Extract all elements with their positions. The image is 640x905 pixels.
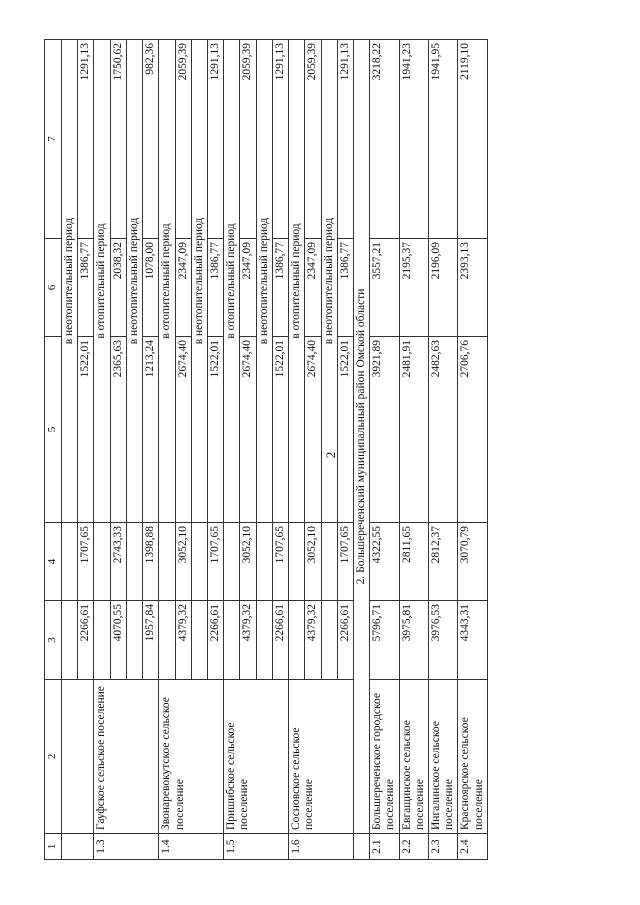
empty-cell: [159, 601, 175, 680]
value-cell: 1941,23: [399, 40, 428, 239]
value-cell: 5796,71: [370, 601, 399, 680]
value-cell: 3052,10: [240, 523, 256, 601]
value-cell: 4379,32: [305, 601, 321, 680]
value-cell: 2266,61: [337, 601, 353, 680]
value-cell: 3976,53: [429, 601, 458, 680]
value-cell: 2059,39: [240, 40, 256, 239]
column-number: 5: [45, 337, 62, 523]
value-cell: 1522,01: [78, 337, 94, 523]
value-cell: 3921,89: [370, 337, 399, 523]
value-cell: 2812,37: [429, 523, 458, 601]
value-cell: 1707,65: [272, 523, 288, 601]
value-cell: 1957,84: [143, 601, 159, 680]
empty-cell: [159, 523, 175, 601]
value-cell: 1386,77: [207, 239, 223, 337]
settlement-name: Сосновское сельское поселение: [289, 680, 354, 834]
column-number: 4: [45, 523, 62, 601]
value-cell: 1522,01: [207, 337, 223, 523]
table-row: [399, 40, 428, 860]
empty-cell: [289, 601, 305, 680]
value-cell: 2481,91: [399, 337, 428, 523]
table-row: [458, 40, 487, 860]
value-cell: 1707,65: [78, 523, 94, 601]
value-cell: 1078,00: [143, 239, 159, 337]
value-cell: 2347,09: [240, 239, 256, 337]
value-cell: 1291,13: [78, 40, 94, 239]
period-label: в неотопительный период: [191, 40, 207, 523]
value-cell: 2743,33: [110, 523, 126, 601]
value-cell: 3218,22: [370, 40, 399, 239]
column-number: 1: [45, 834, 62, 860]
value-cell: 982,36: [143, 40, 159, 239]
column-header-row: [45, 40, 62, 860]
value-cell: 2195,37: [399, 239, 428, 337]
row-number: 2.1: [370, 834, 399, 860]
settlement-name: Пришибское сельское поселение: [224, 680, 289, 834]
page-number: 2: [323, 451, 338, 459]
value-cell: 1522,01: [337, 337, 353, 523]
empty-cell: [191, 601, 207, 680]
empty-cell: [224, 523, 240, 601]
row-number: 1.4: [159, 834, 224, 860]
empty-cell: [321, 523, 337, 601]
value-cell: 2393,13: [458, 239, 487, 337]
period-label-row: [62, 40, 78, 860]
value-cell: 2347,09: [305, 239, 321, 337]
value-cell: 2038,32: [110, 239, 126, 337]
empty-cell: [62, 523, 78, 601]
value-cell: 1522,01: [272, 337, 288, 523]
value-cell: 3052,10: [305, 523, 321, 601]
empty-cell: [126, 523, 142, 601]
value-cell: 2059,39: [305, 40, 321, 239]
period-label: в неотопительный период: [126, 40, 142, 523]
row-number: 2.2: [399, 834, 428, 860]
column-number: 7: [45, 40, 62, 239]
row-number: 1.6: [289, 834, 354, 860]
column-number: 2: [45, 680, 62, 834]
value-cell: 2674,40: [240, 337, 256, 523]
empty-cell: [289, 523, 305, 601]
value-cell: 2674,40: [305, 337, 321, 523]
empty-cell: [353, 834, 369, 860]
value-cell: 1707,65: [337, 523, 353, 601]
value-cell: 2347,09: [175, 239, 191, 337]
value-cell: 2266,61: [78, 601, 94, 680]
value-cell: 4322,55: [370, 523, 399, 601]
value-cell: 1386,77: [78, 239, 94, 337]
value-cell: 3070,79: [458, 523, 487, 601]
value-cell: 2811,65: [399, 523, 428, 601]
value-cell: 1291,13: [337, 40, 353, 239]
value-cell: 2706,76: [458, 337, 487, 523]
region-header-row: [353, 40, 369, 860]
settlement-name: Звонаревокутское сельское поселение: [159, 680, 224, 834]
value-cell: 2266,61: [272, 601, 288, 680]
empty-cell: [321, 601, 337, 680]
value-cell: 1291,13: [272, 40, 288, 239]
period-label-row: [224, 40, 240, 860]
period-label: в отопительный период: [94, 40, 110, 523]
row-number: 1.5: [224, 834, 289, 860]
column-number: 6: [45, 239, 62, 337]
value-cell: 2059,39: [175, 40, 191, 239]
empty-cell: [94, 601, 110, 680]
value-cell: 3557,21: [370, 239, 399, 337]
settlement-name: Красноярское сельское поселение: [458, 680, 487, 834]
empty-cell: [94, 523, 110, 601]
settlement-name: Евгащинское сельское поселение: [399, 680, 428, 834]
period-label-row: [159, 40, 175, 860]
period-label: в отопительный период: [224, 40, 240, 523]
value-cell: 1750,62: [110, 40, 126, 239]
tariff-table: [44, 39, 488, 860]
value-cell: 1213,24: [143, 337, 159, 523]
rotated-table-container: [44, 40, 485, 860]
row-number: 2.3: [429, 834, 458, 860]
row-number: 2.4: [458, 834, 487, 860]
value-cell: 2482,63: [429, 337, 458, 523]
settlement-name: Ингалинское сельское поселение: [429, 680, 458, 834]
value-cell: 4070,55: [110, 601, 126, 680]
value-cell: 1386,77: [337, 239, 353, 337]
period-label: в неотопительный период: [62, 40, 78, 523]
period-label: в неотопительный период: [321, 40, 337, 523]
value-cell: 2365,63: [110, 337, 126, 523]
value-cell: 1386,77: [272, 239, 288, 337]
row-number: 1.3: [94, 834, 159, 860]
value-cell: 1291,13: [207, 40, 223, 239]
empty-cell: [126, 601, 142, 680]
value-cell: 2266,61: [207, 601, 223, 680]
value-cell: 4379,32: [240, 601, 256, 680]
empty-cell: [62, 601, 78, 680]
value-cell: 2196,09: [429, 239, 458, 337]
period-label: в неотопительный период: [256, 40, 272, 523]
period-label: в отопительный период: [159, 40, 175, 523]
table-row: [429, 40, 458, 860]
empty-cell: [224, 601, 240, 680]
value-cell: 2674,40: [175, 337, 191, 523]
settlement-name: Большереченское городское поселение: [370, 680, 399, 834]
value-cell: 4343,31: [458, 601, 487, 680]
column-number: 3: [45, 601, 62, 680]
empty-cell: [256, 523, 272, 601]
value-cell: 1941,95: [429, 40, 458, 239]
value-cell: 3975,81: [399, 601, 428, 680]
table-row: [370, 40, 399, 860]
empty-cell: [191, 523, 207, 601]
settlement-name: Гауфское сельское поселение: [94, 680, 159, 834]
value-cell: 2119,10: [458, 40, 487, 239]
value-cell: 3052,10: [175, 523, 191, 601]
period-label-row: [289, 40, 305, 860]
value-cell: 4379,32: [175, 601, 191, 680]
region-title: 2. Большереченский муниципальный район Омской области: [353, 40, 369, 834]
settlement-name-cell: [62, 680, 94, 834]
period-label-row: [94, 40, 110, 860]
value-cell: 1707,65: [207, 523, 223, 601]
empty-cell: [256, 601, 272, 680]
row-number-cell: [62, 834, 94, 860]
period-label: в отопительный период: [289, 40, 305, 523]
value-cell: 1398,88: [143, 523, 159, 601]
